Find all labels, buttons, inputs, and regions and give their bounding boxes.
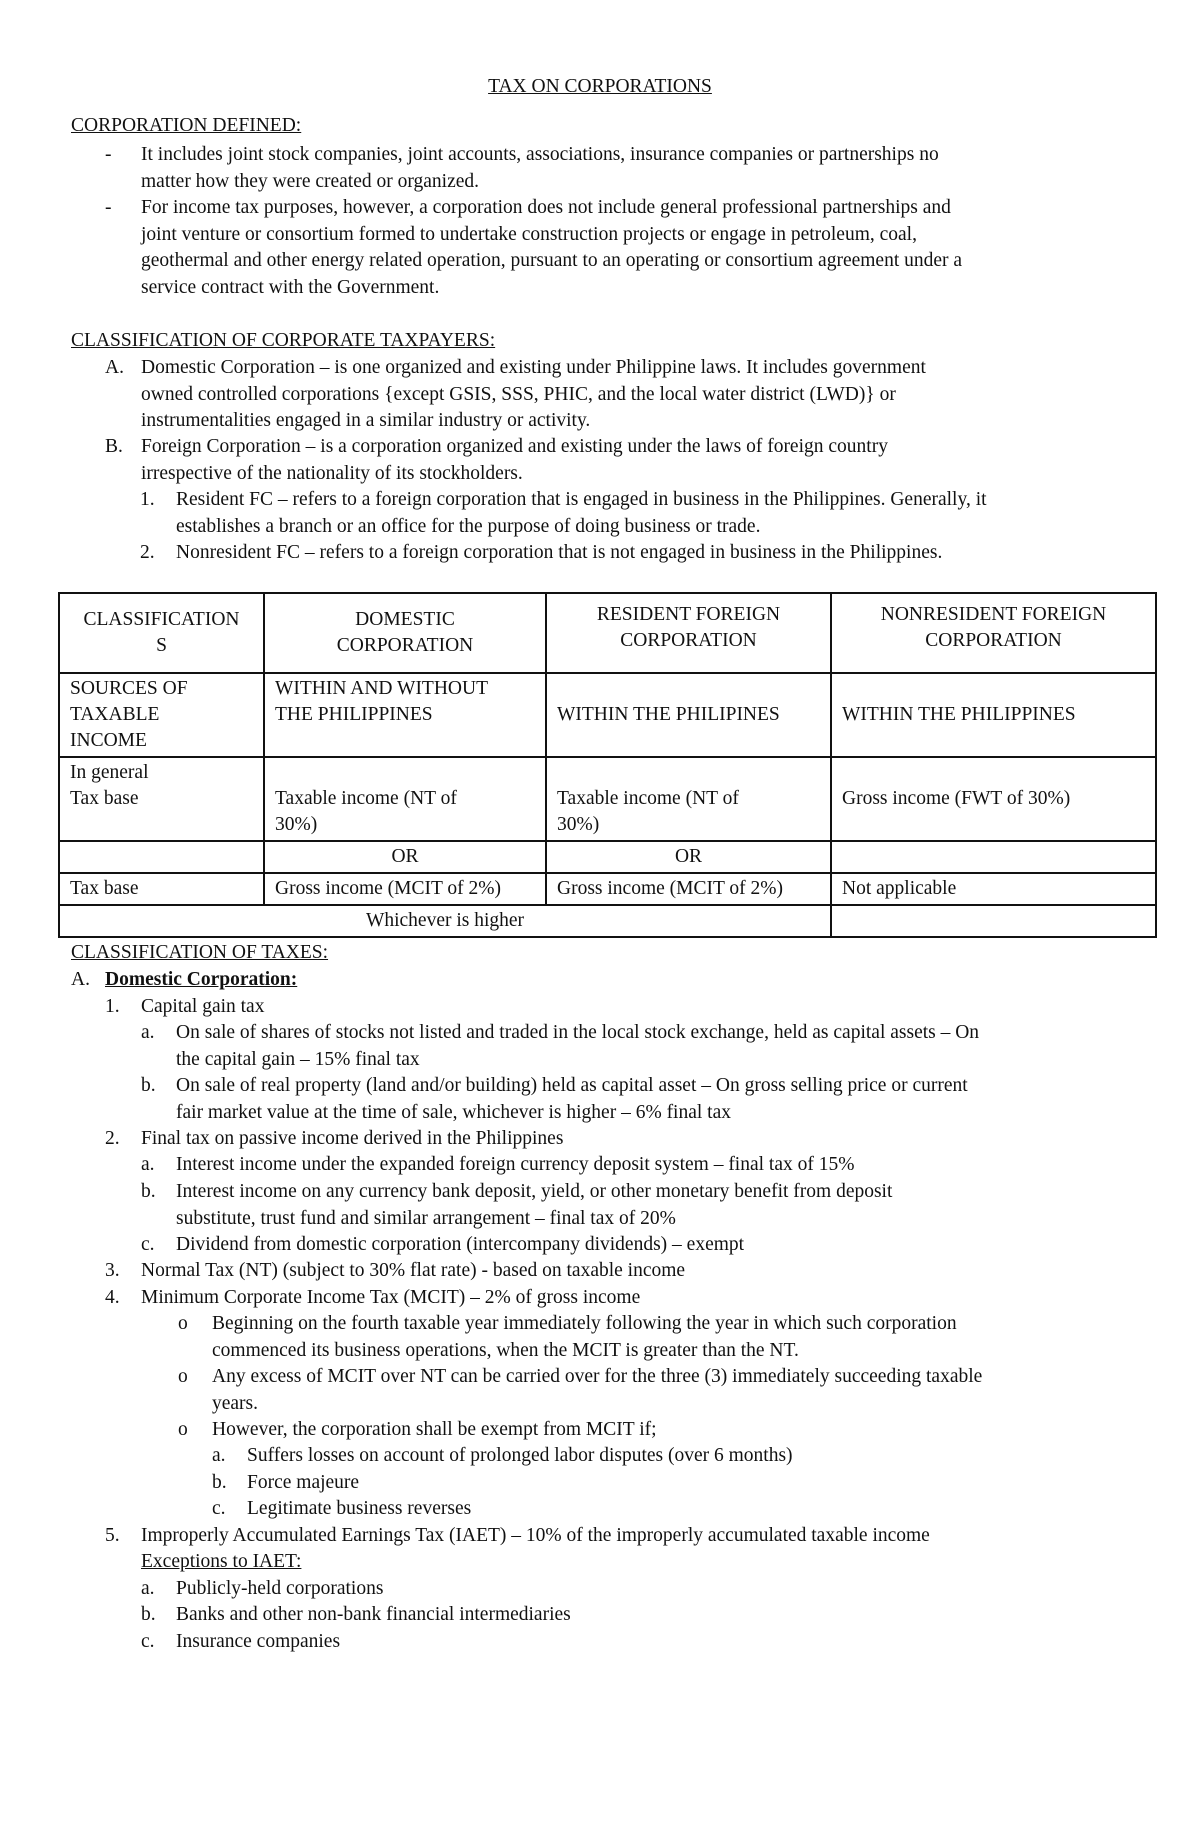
empty-cell <box>59 841 264 873</box>
classification-heading: CLASSIFICATION OF CORPORATE TAXPAYERS: <box>71 330 496 351</box>
bullet-marker: o <box>178 1313 188 1334</box>
cell-general-nonresident: Gross income (FWT of 30%) <box>831 757 1156 841</box>
list-marker: 2. <box>140 542 155 563</box>
list-marker: 1. <box>140 489 155 510</box>
resident-fc-item <box>176 487 987 540</box>
cell-line: 30%) <box>557 814 600 835</box>
cell-line: CORPORATION <box>336 635 474 656</box>
cell-line: CORPORATION <box>620 630 757 651</box>
cell-line: RESIDENT FOREIGN <box>596 604 781 625</box>
cell-line: INCOME <box>70 730 147 751</box>
cell-sources-domestic <box>264 673 546 757</box>
text-line: On sale of real property (land and/or building) held as capital asset – On gross selling price or current <box>176 1075 968 1096</box>
text-line: Any excess of MCIT over NT can be carried over for the three (3) immediately succeeding taxable <box>212 1366 983 1387</box>
mcit-item: Minimum Corporate Income Tax (MCIT) – 2% of gross income <box>141 1287 641 1308</box>
list-marker: A. <box>105 357 124 378</box>
insurance-companies-item: Insurance companies <box>176 1631 341 1652</box>
text-line: irrespective of the nationality of its stockholders. <box>141 462 523 484</box>
text-line: years. <box>212 1392 259 1414</box>
mcit-exemption-item <box>212 1417 657 1444</box>
publicly-held-item: Publicly-held corporations <box>176 1578 384 1599</box>
text-line: instrumentalities engaged in a similar industry or activity. <box>141 410 591 431</box>
final-tax-passive-item: Final tax on passive income derived in the Philippines <box>141 1128 564 1149</box>
cell-taxbase-nonresident: Not applicable <box>831 873 1156 905</box>
text-line: Foreign Corporation – is a corporation organized and existing under the laws of foreign country <box>141 436 888 457</box>
list-marker: c. <box>212 1498 226 1519</box>
cell-line: CLASSIFICATION <box>83 609 240 630</box>
cell-line: NONRESIDENT FOREIGN <box>880 604 1107 625</box>
classification-table <box>58 592 1157 938</box>
cell-line: In general <box>70 762 149 783</box>
force-majeure-item: Force majeure <box>247 1472 360 1493</box>
cell-line: Tax base <box>70 788 139 809</box>
definition-bullet-1 <box>141 142 939 195</box>
definition-bullet-2 <box>141 195 962 301</box>
row-label-general <box>59 757 264 841</box>
cell-line: TAXABLE <box>70 704 160 725</box>
cell-line: CORPORATION <box>925 630 1062 651</box>
cell-taxbase-domestic: Gross income (MCIT of 2%) <box>264 873 546 905</box>
table-row <box>59 757 1156 841</box>
capital-gain-real-property-item <box>176 1073 968 1126</box>
cell-line: 30%) <box>275 814 318 835</box>
list-marker: a. <box>141 1154 155 1175</box>
list-marker: b. <box>141 1604 156 1625</box>
cell-sources-resident: WITHIN THE PHILIPINES <box>546 673 831 757</box>
iaet-exceptions-heading: Exceptions to IAET: <box>141 1551 302 1572</box>
bullet-marker: o <box>178 1366 188 1387</box>
text-line: On sale of shares of stocks not listed and traded in the local stock exchange, held as capital assets – On <box>176 1022 980 1043</box>
text-line: the capital gain – 15% final tax <box>176 1048 420 1070</box>
empty-cell <box>831 841 1156 873</box>
fcds-interest-item <box>176 1152 854 1179</box>
normal-tax-item: Normal Tax (NT) (subject to 30% flat rate) - based on taxable income <box>141 1260 686 1281</box>
list-marker: a. <box>141 1578 155 1599</box>
text-line: Beginning on the fourth taxable year immediately following the year in which such corporation <box>212 1313 957 1334</box>
header-cell-nonresident-foreign <box>831 593 1156 673</box>
bank-deposit-interest-item <box>176 1179 892 1232</box>
table-row <box>59 905 1156 937</box>
nonresident-fc-item <box>176 540 942 567</box>
cell-line: THE PHILIPPINES <box>275 704 433 725</box>
text-line: Interest income on any currency bank deposit, yield, or other monetary benefit from deposit <box>176 1181 893 1202</box>
text-line: geothermal and other energy related operation, pursuant to an operating or consortium agreement under a <box>141 250 963 271</box>
taxes-heading: CLASSIFICATION OF TAXES: <box>71 942 329 963</box>
list-marker: B. <box>105 436 123 457</box>
list-marker: A. <box>71 969 90 990</box>
text-line: establishes a branch or an office for the purpose of doing business or trade. <box>176 515 761 537</box>
row-label-taxbase: Tax base <box>59 873 264 905</box>
domestic-corporation-item <box>141 355 926 435</box>
text-line: matter how they were created or organized. <box>141 170 480 192</box>
foreign-corporation-item <box>141 434 888 487</box>
list-marker: c. <box>141 1234 155 1255</box>
table-row <box>59 673 1156 757</box>
text-line: substitute, trust fund and similar arrangement – final tax of 20% <box>176 1207 676 1229</box>
list-marker: a. <box>141 1022 155 1043</box>
cell-line: S <box>156 635 167 656</box>
cell-or-resident: OR <box>546 841 831 873</box>
list-marker: 3. <box>105 1260 120 1281</box>
mcit-fourth-year-item <box>212 1311 957 1364</box>
list-marker: c. <box>141 1631 155 1652</box>
cell-or-domestic: OR <box>264 841 546 873</box>
text-line: commenced its business operations, when the MCIT is greater than the NT. <box>212 1339 799 1361</box>
mcit-carryover-item <box>212 1364 982 1417</box>
text-line: Dividend from domestic corporation (intercompany dividends) – exempt <box>176 1234 745 1255</box>
table-header-row <box>59 593 1156 673</box>
bullet-marker: - <box>105 144 112 165</box>
cell-sources-nonresident: WITHIN THE PHILIPPINES <box>831 673 1156 757</box>
row-label-sources <box>59 673 264 757</box>
page-title: TAX ON CORPORATIONS <box>488 76 712 97</box>
text-line: Domestic Corporation – is one organized and existing under Philippine laws. It includes government <box>141 357 926 378</box>
business-reverses-item: Legitimate business reverses <box>247 1498 472 1519</box>
bullet-marker: o <box>178 1419 188 1440</box>
table-row <box>59 841 1156 873</box>
capital-gain-tax-item: Capital gain tax <box>141 996 265 1017</box>
list-marker: 2. <box>105 1128 120 1149</box>
banks-item: Banks and other non-bank financial intermediaries <box>176 1604 571 1625</box>
list-marker: 1. <box>105 996 120 1017</box>
list-marker: 4. <box>105 1287 120 1308</box>
intercompany-dividend-item <box>176 1232 744 1259</box>
text-line: Nonresident FC – refers to a foreign corporation that is not engaged in business in the Philippines. <box>176 542 943 563</box>
table-row <box>59 873 1156 905</box>
cell-line: Taxable income (NT of <box>557 788 739 809</box>
text-line: owned controlled corporations {except GSIS, SSS, PHIC, and the local water district (LWD)} or <box>141 383 896 405</box>
header-cell-domestic <box>264 593 546 673</box>
text-line: However, the corporation shall be exempt from MCIT if; <box>212 1419 657 1440</box>
cell-general-resident <box>546 757 831 841</box>
cell-line: SOURCES OF <box>70 678 188 699</box>
header-cell-resident-foreign <box>546 593 831 673</box>
text-line: For income tax purposes, however, a corporation does not include general professional partnerships and <box>141 197 951 218</box>
header-cell-classifications <box>59 593 264 673</box>
list-marker: 5. <box>105 1525 120 1546</box>
cell-line: DOMESTIC <box>355 609 455 630</box>
iaet-item: Improperly Accumulated Earnings Tax (IAET) – 10% of the improperly accumulated taxable income <box>141 1525 930 1546</box>
domestic-corporation-heading: Domestic Corporation: <box>105 969 298 990</box>
labor-disputes-item: Suffers losses on account of prolonged labor disputes (over 6 months) <box>247 1445 793 1466</box>
cell-general-domestic <box>264 757 546 841</box>
cell-line: WITHIN AND WITHOUT <box>275 678 489 699</box>
text-line: It includes joint stock companies, joint accounts, associations, insurance companies or partnerships no <box>141 144 939 165</box>
text-line: fair market value at the time of sale, whichever is higher – 6% final tax <box>176 1101 731 1123</box>
bullet-marker: - <box>105 197 112 218</box>
list-marker: b. <box>141 1075 156 1096</box>
text-line: joint venture or consortium formed to undertake construction projects or engage in petroleum, coal, <box>141 223 917 245</box>
list-marker: a. <box>212 1445 226 1466</box>
list-marker: b. <box>212 1472 227 1493</box>
corporation-defined-heading: CORPORATION DEFINED: <box>71 115 302 136</box>
text-line: Interest income under the expanded foreign currency deposit system – final tax of 15% <box>176 1154 855 1175</box>
cell-whichever-higher: Whichever is higher <box>59 905 831 937</box>
list-marker: b. <box>141 1181 156 1202</box>
empty-cell <box>831 905 1156 937</box>
text-line: service contract with the Government. <box>141 276 440 298</box>
capital-gain-shares-item <box>176 1020 979 1073</box>
text-line: Resident FC – refers to a foreign corporation that is engaged in business in the Philippines. Generally, it <box>176 489 987 510</box>
cell-line: Taxable income (NT of <box>275 788 457 809</box>
cell-taxbase-resident: Gross income (MCIT of 2%) <box>546 873 831 905</box>
